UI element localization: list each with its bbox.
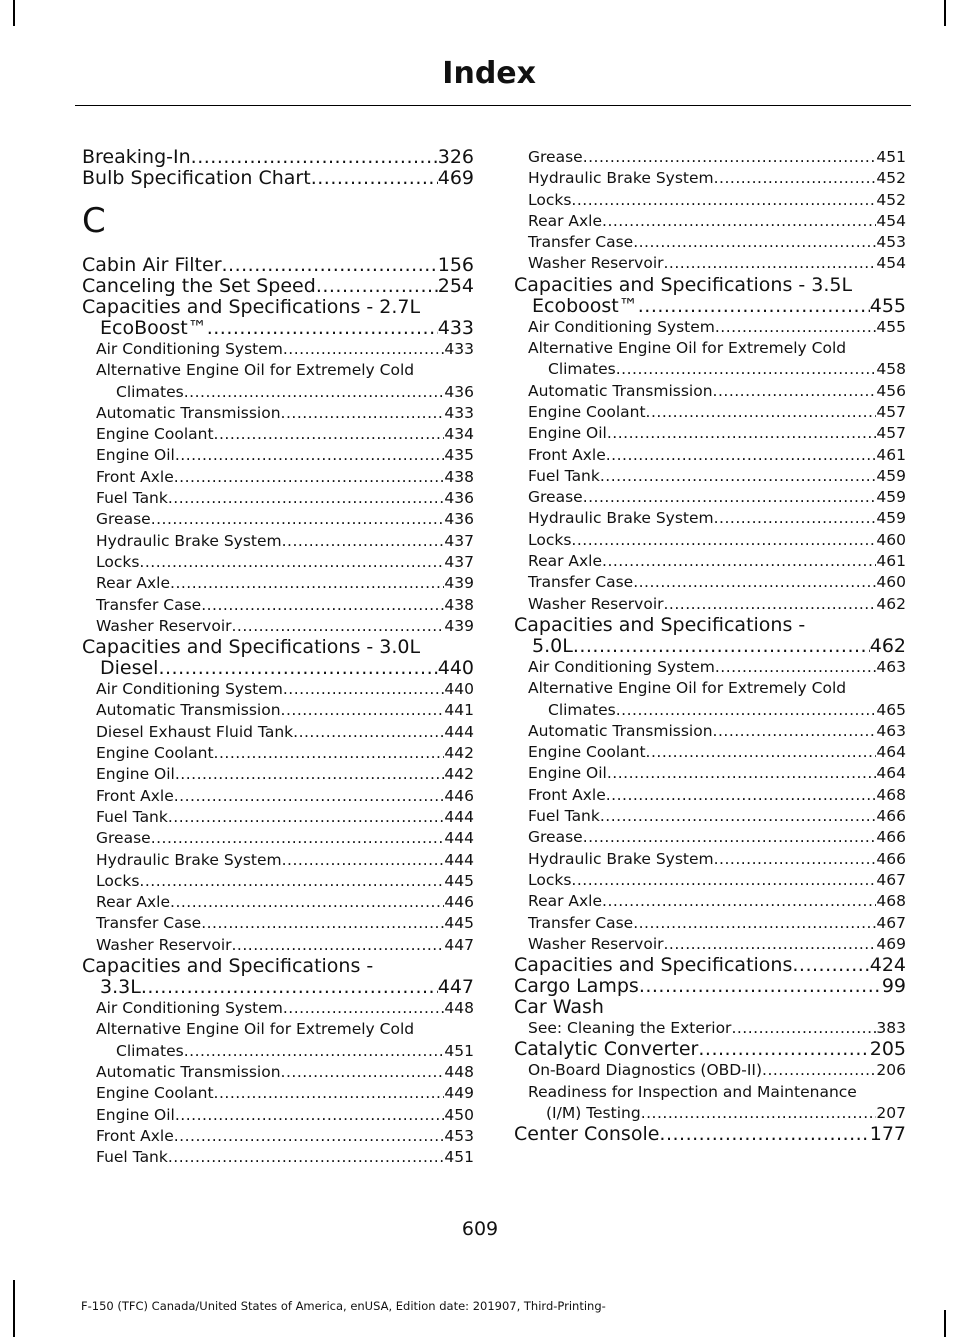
index-subentry: Rear Axle ..... 446 — [82, 892, 474, 913]
index-subentry: Transfer Case ..... 453 — [514, 232, 906, 253]
index-subentry: Engine Oil ..... 435 — [82, 445, 474, 466]
footer-edition: F-150 (TFC) Canada/United States of America, enUSA, Edition date: 201907, Third-Printing- — [81, 1299, 606, 1313]
index-subentry: Washer Reservoir ..... 469 — [514, 934, 906, 955]
index-subentry: Engine Oil ..... 457 — [514, 423, 906, 444]
index-entry: Center Console ..... 177 — [514, 1124, 906, 1145]
index-subentry: Transfer Case ..... 438 — [82, 595, 474, 616]
section-letter: C — [82, 201, 106, 241]
page-title: Index — [442, 56, 536, 91]
index-subentry: Alternative Engine Oil for Extremely Cold Climates ..... 458 — [514, 338, 906, 381]
index-subentry: Front Axle ..... 453 — [82, 1126, 474, 1147]
index-subentry: Washer Reservoir ..... 462 — [514, 594, 906, 615]
index-subentry: Air Conditioning System ..... 433 — [82, 339, 474, 360]
index-subentry: Hydraulic Brake System ..... 444 — [82, 850, 474, 871]
index-subentry: Washer Reservoir ..... 454 — [514, 253, 906, 274]
index-subentry: Washer Reservoir ..... 439 — [82, 616, 474, 637]
index-subentry: Alternative Engine Oil for Extremely Cold Climates ..... 436 — [82, 360, 474, 403]
index-subentry: Rear Axle ..... 461 — [514, 551, 906, 572]
index-subentry: Grease ..... 436 — [82, 509, 474, 530]
index-subentry: Diesel Exhaust Fluid Tank ..... 444 — [82, 722, 474, 743]
index-entry: Cabin Air Filter ..... 156 — [82, 255, 474, 276]
index-subentry: Washer Reservoir ..... 447 — [82, 935, 474, 956]
index-subentry: See: Cleaning the Exterior ..... 383 — [514, 1018, 906, 1039]
index-subentry: Automatic Transmission ..... 456 — [514, 381, 906, 402]
page-number: 609 — [461, 1218, 499, 1240]
index-subentry: Grease ..... 459 — [514, 487, 906, 508]
index-subentry: Air Conditioning System ..... 440 — [82, 679, 474, 700]
index-subentry: Engine Oil ..... 464 — [514, 763, 906, 784]
index-entry: Capacities and Specifications - 3.0L Diesel ..... 440 — [82, 637, 474, 679]
index-subentry: Air Conditioning System ..... 448 — [82, 998, 474, 1019]
index-subentry: Rear Axle ..... 439 — [82, 573, 474, 594]
index-subentry: Automatic Transmission ..... 433 — [82, 403, 474, 424]
index-subentry: Front Axle ..... 438 — [82, 467, 474, 488]
index-subentry: Fuel Tank ..... 451 — [82, 1147, 474, 1168]
index-subentry: Hydraulic Brake System ..... 459 — [514, 508, 906, 529]
index-subentry: Front Axle ..... 468 — [514, 785, 906, 806]
crop-mark-bottom-left — [13, 1280, 15, 1337]
index-subentry: Grease ..... 466 — [514, 827, 906, 848]
index-subentry: Hydraulic Brake System ..... 452 — [514, 168, 906, 189]
index-subentry: On-Board Diagnostics (OBD-II) ..... 206 — [514, 1060, 906, 1081]
index-subentry: Engine Oil ..... 442 — [82, 764, 474, 785]
index-subentry: Grease ..... 451 — [514, 147, 906, 168]
index-entry: Capacities and Specifications - 2.7L EcoBoost™ ..... 433 — [82, 297, 474, 339]
crop-mark-top-left — [13, 0, 15, 26]
index-subentries — [82, 679, 474, 956]
index-subentry: Fuel Tank ..... 466 — [514, 806, 906, 827]
index-subentry: Engine Coolant ..... 457 — [514, 402, 906, 423]
index-subentry: Locks ..... 452 — [514, 190, 906, 211]
index-subentry: Rear Axle ..... 454 — [514, 211, 906, 232]
index-subentries — [514, 147, 906, 275]
index-subentries — [514, 657, 906, 955]
index-entry: Canceling the Set Speed ..... 254 — [82, 276, 474, 297]
index-subentries — [82, 998, 474, 1168]
index-entry: Capacities and Specifications - 5.0L ..... 462 — [514, 615, 906, 657]
index-subentry: Fuel Tank ..... 459 — [514, 466, 906, 487]
index-subentry: Alternative Engine Oil for Extremely Cold Climates ..... 451 — [82, 1019, 474, 1062]
index-subentry: Hydraulic Brake System ..... 437 — [82, 531, 474, 552]
crop-mark-bottom-right — [944, 1310, 946, 1337]
index-subentry: Automatic Transmission ..... 463 — [514, 721, 906, 742]
index-subentry: Locks ..... 460 — [514, 530, 906, 551]
index-entry: Catalytic Converter ..... 205 — [514, 1039, 906, 1060]
crop-mark-top-right — [944, 0, 946, 26]
index-subentry: Rear Axle ..... 468 — [514, 891, 906, 912]
index-subentry: Automatic Transmission ..... 448 — [82, 1062, 474, 1083]
index-column-left — [82, 147, 474, 1168]
index-subentry: Engine Coolant ..... 442 — [82, 743, 474, 764]
index-subentry: Locks ..... 445 — [82, 871, 474, 892]
header-divider — [75, 105, 911, 106]
index-entry: Cargo Lamps ..... 99 — [514, 976, 906, 997]
index-entry: Breaking-In ..... 326 — [82, 147, 474, 168]
index-entry: Capacities and Specifications ..... 424 — [514, 955, 906, 976]
index-subentries — [514, 317, 906, 615]
index-subentry: Alternative Engine Oil for Extremely Cold Climates ..... 465 — [514, 678, 906, 721]
index-subentry: Front Axle ..... 446 — [82, 786, 474, 807]
index-subentry: Fuel Tank ..... 444 — [82, 807, 474, 828]
index-subentry: Locks ..... 467 — [514, 870, 906, 891]
index-subentry: Front Axle ..... 461 — [514, 445, 906, 466]
index-subentries — [82, 339, 474, 637]
index-subentry: Readiness for Inspection and Maintenance (I/M) Testing ..... 207 — [514, 1082, 906, 1125]
index-subentry: Grease ..... 444 — [82, 828, 474, 849]
index-subentry: Engine Oil ..... 450 — [82, 1105, 474, 1126]
index-subentry: Automatic Transmission ..... 441 — [82, 700, 474, 721]
index-subentry: Hydraulic Brake System ..... 466 — [514, 849, 906, 870]
index-subentry: Air Conditioning System ..... 455 — [514, 317, 906, 338]
index-subentry: Engine Coolant ..... 464 — [514, 742, 906, 763]
index-subentry: Air Conditioning System ..... 463 — [514, 657, 906, 678]
index-subentry: Engine Coolant ..... 449 — [82, 1083, 474, 1104]
index-entry: Bulb Specification Chart ..... 469 — [82, 168, 474, 189]
index-subentry: Transfer Case ..... 460 — [514, 572, 906, 593]
index-entry: Capacities and Specifications - 3.5L Ecoboost™ ..... 455 — [514, 275, 906, 317]
index-subentry: Transfer Case ..... 467 — [514, 913, 906, 934]
index-subentry: Transfer Case ..... 445 — [82, 913, 474, 934]
index-subentry: Fuel Tank ..... 436 — [82, 488, 474, 509]
index-subentry: Engine Coolant ..... 434 — [82, 424, 474, 445]
index-entry: Car Wash — [514, 996, 604, 1019]
index-column-right — [514, 147, 906, 1145]
index-subentry: Locks ..... 437 — [82, 552, 474, 573]
index-entry: Capacities and Specifications - 3.3L ..... 447 — [82, 956, 474, 998]
